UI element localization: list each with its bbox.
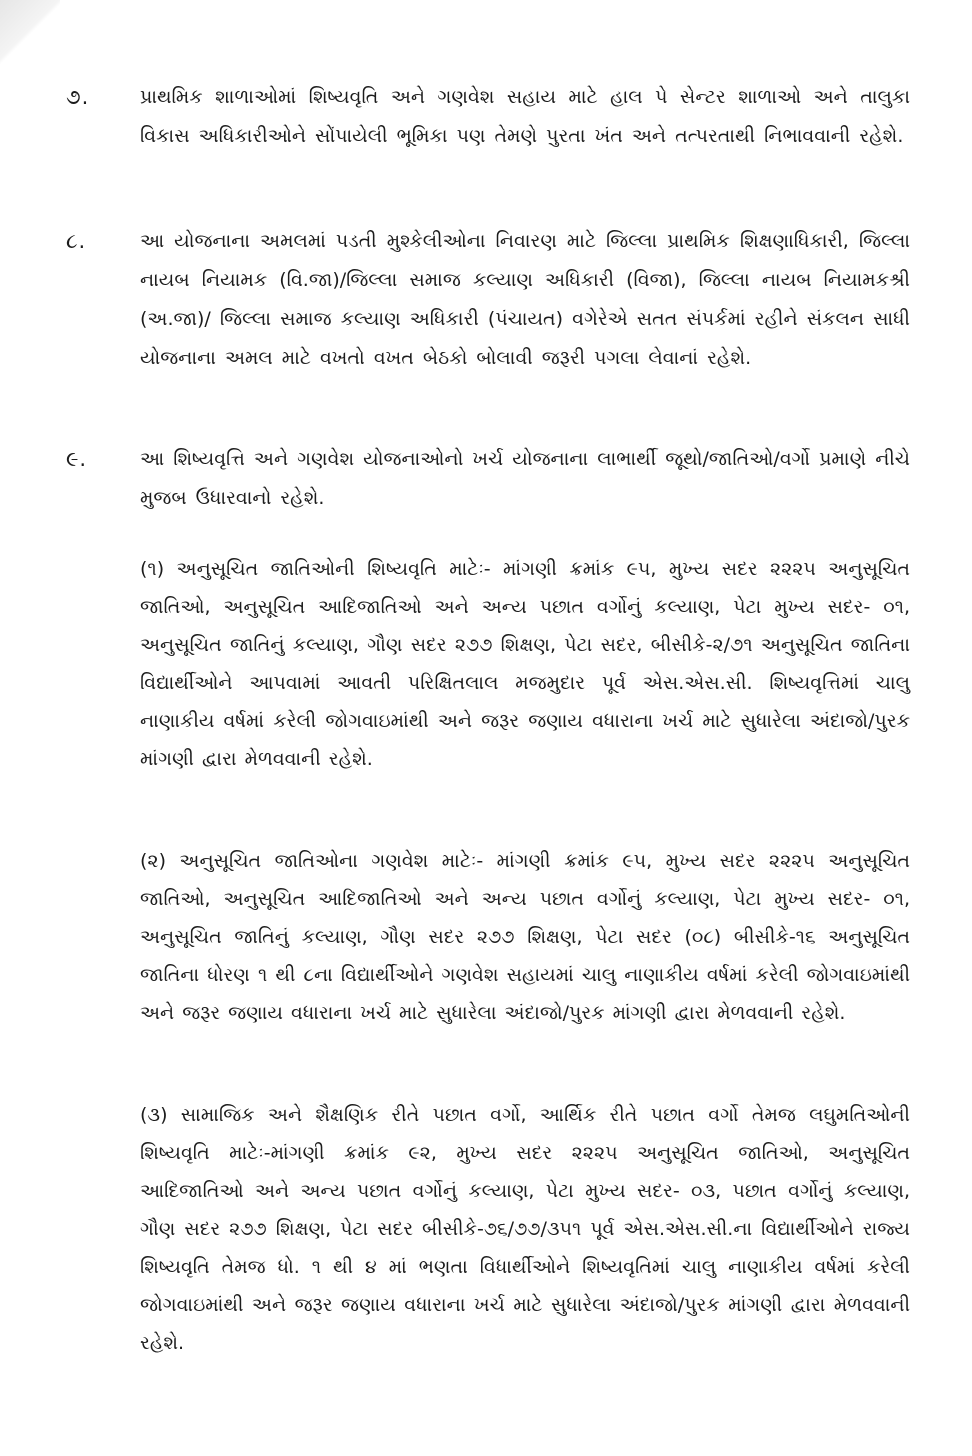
clause-text: આ યોજનાના અમલમાં પડતી મુશ્કેલીઓના નિવારણ માટે જિલ્લા પ્રાથમિક શિક્ષણાધિકારી, જિલ્લા નાયબ નિયામક (વિ.જા)/જિલ્લા સમાજ કલ્યાણ અધિકારી (વિજા), જિલ્લા નાયબ નિયામકશ્રી (અ.જા)/ જિલ્લા સમાજ કલ્યાણ અધિકારી (પંચાયત) વગેરેએ સતત સંપર્કમાં રહીને સંકલન સાધી યોજનાના અમલ માટે વખતો વખત બેઠકો બોલાવી જરૂરી પગલા લેવાનાં રહેશે. (140, 230, 910, 369)
clause-text: પ્રાથમિક શાળાઓમાં શિષ્યવૃતિ અને ગણવેશ સહાય માટે હાલ પે સેન્ટર શાળાઓ અને તાલુકા વિકાસ અધિકારીઓને સોંપાયેલી ભૂમિકા પણ તેમણે પુરતા ખંત અને તત્પરતાથી નિભાવવાની રહેશે. (140, 86, 910, 147)
page-corner-fold (0, 0, 60, 70)
subclause-2: (૨) અનુસૂચિત જાતિઓના ગણવેશ માટેઃ- માંગણી ક્રમાંક ૯૫, મુખ્ય સદર ૨૨૨૫ અનુસૂચિત જાતિઓ, અનુસૂચિત આદિજાતિઓ અને અન્ય પછાત વર્ગોનું કલ્યાણ, પેટા મુખ્ય સદર- ૦૧, અનુસૂચિત જાતિનું કલ્યાણ, ગૌણ સદર ૨૭૭ શિક્ષણ, પેટા સદર (૦૮) બીસીકે-૧૬ અનુસૂચિત જાતિના ધોરણ ૧ થી ૮ના વિદ્યાર્થીઓને ગણવેશ સહાયમાં ચાલુ નાણાકીય વર્ષમાં કરેલી જોગવાઇમાંથી અને જરૂર જણાય વધારાના ખર્ચ માટે સુધારેલા અંદાજો/પુરક માંગણી દ્વારા મેળવવાની રહેશે. (140, 850, 910, 1024)
subclause-3: (૩) સામાજિક અને શૈક્ષણિક રીતે પછાત વર્ગો, આર્થિક રીતે પછાત વર્ગો તેમજ લઘુમતિઓની શિષ્યવૃતિ માટેઃ-માંગણી ક્રમાંક ૯૨, મુખ્ય સદર ૨૨૨૫ અનુસૂચિત જાતિઓ, અનુસૂચિત આદિજાતિઓ અને અન્ય પછાત વર્ગોનું કલ્યાણ, પેટા મુખ્ય સદર- ૦૩, પછાત વર્ગોનું કલ્યાણ, ગૌણ સદર ૨૭૭ શિક્ષણ, પેટા સદર બીસીકે-૭૬/૭૭/૩૫૧ પૂર્વ એસ.એસ.સી.ના વિદ્યાર્થીઓને રાજ્ય શિષ્યવૃતિ તેમજ ધો. ૧ થી ૪ માં ભણતા વિધાર્થીઓને શિષ્યવૃતિમાં ચાલુ નાણાકીય વર્ષમાં કરેલી જોગવાઇમાંથી અને જરૂર જણાય વધારાના ખર્ચ માટે સુધારેલા અંદાજો/પુરક માંગણી દ્વારા મેળવવાની રહેશે. (140, 1104, 910, 1354)
subclause-1: (૧) અનુસૂચિત જાતિઓની શિષ્યવૃતિ માટેઃ- માંગણી ક્રમાંક ૯૫, મુખ્ય સદર ૨૨૨૫ અનુસૂચિત જાતિઓ, અનુસૂચિત આદિજાતિઓ અને અન્ય પછાત વર્ગોનું કલ્યાણ, પેટા મુખ્ય સદર- ૦૧, અનુસૂચિત જાતિનું કલ્યાણ, ગૌણ સદર ૨૭૭ શિક્ષણ, પેટા સદર, બીસીકે-૨/૭૧ અનુસૂચિત જાતિના વિદ્યાર્થીઓને આપવામાં આવતી પરિક્ષિતલાલ મજમુદાર પૂર્વ એસ.એસ.સી. શિષ્યવૃત્તિમાં ચાલુ નાણાકીય વર્ષમાં કરેલી જોગવાઇમાંથી અને જરૂર જણાય વધારાના ખર્ચ માટે સુધારેલા અંદાજો/પુરક માંગણી દ્વારા મેળવવાની રહેશે. (140, 558, 910, 770)
clause-number: ૮. (66, 229, 87, 253)
clause-number: ૭. (66, 85, 90, 109)
clause-text: આ શિષ્યવૃત્તિ અને ગણવેશ યોજનાઓનો ખર્ચ યોજનાના લાભાર્થી જૂથો/જાતિઓ/વર્ગો પ્રમાણે નીચે મુજબ ઉધારવાનો રહેશે. (140, 448, 910, 509)
clause-number: ૯. (66, 447, 88, 471)
